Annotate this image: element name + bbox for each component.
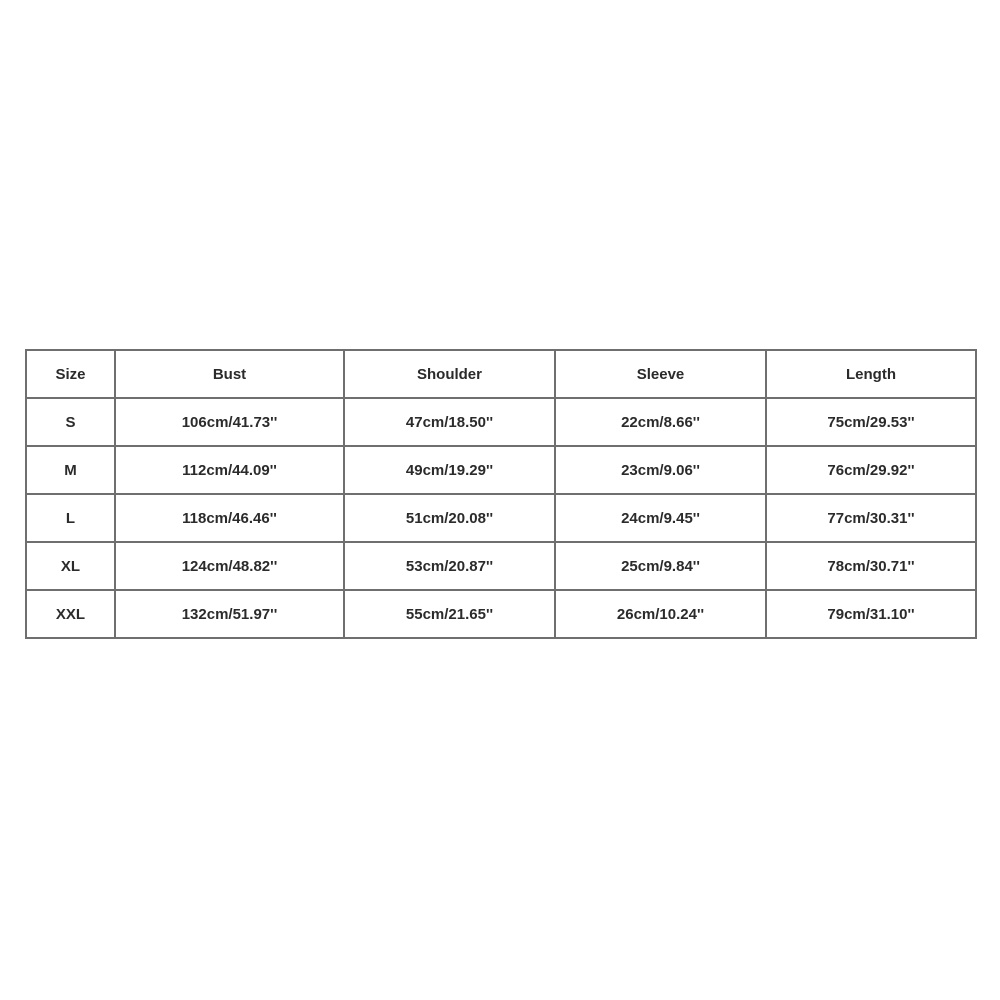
table-header-row — [26, 350, 976, 398]
cell-sleeve: 26cm/10.24'' — [555, 590, 766, 638]
cell-shoulder: 51cm/20.08'' — [344, 494, 555, 542]
cell-bust: 106cm/41.73'' — [115, 398, 344, 446]
cell-sleeve: 23cm/9.06'' — [555, 446, 766, 494]
header-size: Size — [26, 350, 115, 398]
cell-size: M — [26, 446, 115, 494]
header-sleeve: Sleeve — [555, 350, 766, 398]
cell-size: S — [26, 398, 115, 446]
cell-sleeve: 24cm/9.45'' — [555, 494, 766, 542]
cell-shoulder: 47cm/18.50'' — [344, 398, 555, 446]
cell-bust: 132cm/51.97'' — [115, 590, 344, 638]
cell-sleeve: 25cm/9.84'' — [555, 542, 766, 590]
table-row — [26, 542, 976, 590]
cell-shoulder: 49cm/19.29'' — [344, 446, 555, 494]
cell-size: XL — [26, 542, 115, 590]
size-chart-table — [25, 349, 977, 639]
table-row — [26, 446, 976, 494]
cell-shoulder: 55cm/21.65'' — [344, 590, 555, 638]
header-shoulder: Shoulder — [344, 350, 555, 398]
table-row — [26, 398, 976, 446]
header-bust: Bust — [115, 350, 344, 398]
cell-length: 78cm/30.71'' — [766, 542, 976, 590]
header-length: Length — [766, 350, 976, 398]
cell-sleeve: 22cm/8.66'' — [555, 398, 766, 446]
cell-bust: 124cm/48.82'' — [115, 542, 344, 590]
table-row — [26, 590, 976, 638]
cell-bust: 118cm/46.46'' — [115, 494, 344, 542]
cell-length: 75cm/29.53'' — [766, 398, 976, 446]
cell-length: 77cm/30.31'' — [766, 494, 976, 542]
table-row — [26, 494, 976, 542]
cell-size: L — [26, 494, 115, 542]
cell-shoulder: 53cm/20.87'' — [344, 542, 555, 590]
cell-length: 79cm/31.10'' — [766, 590, 976, 638]
cell-size: XXL — [26, 590, 115, 638]
cell-length: 76cm/29.92'' — [766, 446, 976, 494]
cell-bust: 112cm/44.09'' — [115, 446, 344, 494]
